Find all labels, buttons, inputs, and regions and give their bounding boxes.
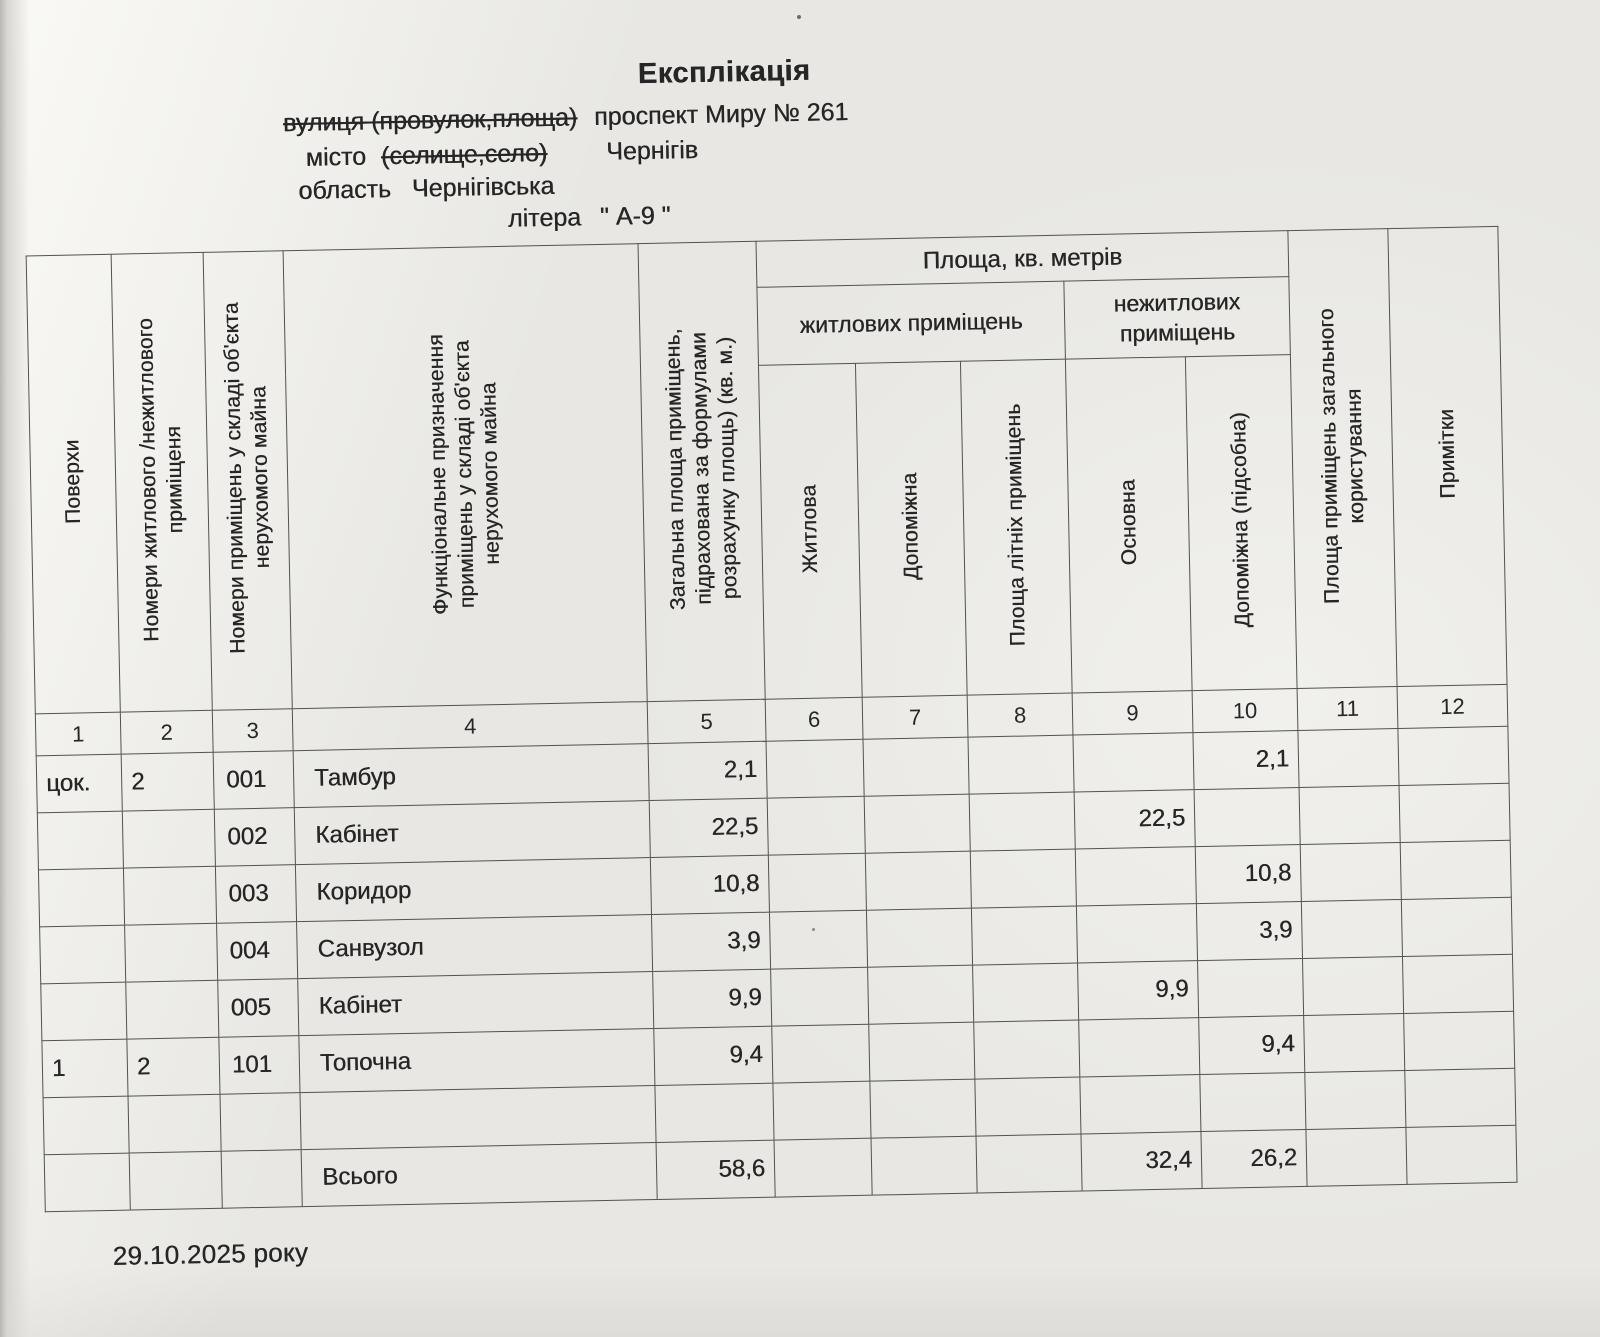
column-label: Примітки <box>1434 408 1460 500</box>
column-number: 5 <box>647 699 766 743</box>
street-line <box>283 98 849 138</box>
table-cell <box>768 853 866 912</box>
table-cell <box>864 794 970 853</box>
region-line <box>298 172 554 206</box>
table-cell: 2 <box>127 1037 220 1096</box>
table-cell: Тамбур <box>293 744 649 808</box>
table-cell: 004 <box>217 922 298 981</box>
col-header-main <box>1065 357 1192 693</box>
table-cell <box>126 980 219 1039</box>
table-cell: 003 <box>215 865 296 924</box>
table-cell <box>1080 1075 1201 1134</box>
table-cell: 001 <box>213 751 294 810</box>
column-label: Поверхи <box>60 439 86 525</box>
table-cell <box>1194 788 1300 847</box>
table-cell <box>766 739 864 798</box>
region-value: Чернігівська <box>411 171 555 203</box>
column-number: 1 <box>35 712 121 756</box>
table-cell <box>774 1138 872 1197</box>
table-cell <box>1406 1125 1517 1184</box>
group-header-area-label: Площа, кв. метрів <box>922 242 1123 274</box>
table-body <box>36 726 1517 1211</box>
region-label: область <box>298 175 392 205</box>
table-cell <box>769 910 867 969</box>
table-cell: Коридор <box>295 858 651 922</box>
column-number: 12 <box>1397 684 1508 728</box>
street-value: проспект Миру № 261 <box>593 97 849 132</box>
table-cell <box>1301 899 1402 958</box>
table-cell <box>44 1153 130 1212</box>
column-number: 8 <box>967 693 1073 737</box>
table-cell <box>38 868 124 927</box>
col-header-common-area <box>1288 229 1397 689</box>
table-cell: 26,2 <box>1201 1129 1307 1188</box>
document-date: 29.10.2025 року <box>112 1237 309 1271</box>
document-header <box>0 0 1592 256</box>
col-header-total-area <box>638 241 765 701</box>
table-cell: 58,6 <box>656 1140 775 1199</box>
col-header-function <box>283 244 647 709</box>
table-cell <box>773 1081 871 1140</box>
table-cell: 3,9 <box>651 912 770 971</box>
table-cell <box>125 923 218 982</box>
column-label: Площа літніх приміщень <box>1001 403 1030 647</box>
street-label: вулиця (провулок,площа) <box>282 103 578 138</box>
column-label: Функціональне призначення приміщень у складі об'єкта нерухомого майна <box>424 333 504 615</box>
column-number: 10 <box>1192 689 1298 733</box>
city-label-struck: (селище,село) <box>380 138 548 171</box>
table-cell <box>971 906 1077 965</box>
column-number: 7 <box>862 695 968 739</box>
table-cell <box>870 1079 976 1138</box>
table-cell <box>771 967 869 1026</box>
table-cell <box>1075 847 1196 906</box>
table-cell <box>974 1020 1080 1079</box>
column-number: 2 <box>120 710 213 754</box>
table-cell <box>1401 897 1512 956</box>
group-header-non-residential <box>1064 277 1291 360</box>
col-header-auxiliary-utility <box>1185 355 1297 691</box>
table-cell: 9,4 <box>654 1026 773 1085</box>
letter-line <box>508 202 671 234</box>
table-cell <box>1300 842 1401 901</box>
table-cell: 22,5 <box>649 798 768 857</box>
table-cell <box>866 908 972 967</box>
table-cell <box>1399 783 1510 842</box>
table-cell <box>40 925 126 984</box>
table-cell: цок. <box>36 754 122 813</box>
col-header-notes <box>1388 226 1507 686</box>
table-cell <box>868 965 974 1024</box>
col-header-auxiliary <box>855 361 967 697</box>
table-cell <box>129 1151 222 1210</box>
explication-table <box>26 226 1518 1212</box>
column-label: Загальна площа приміщень, підрахована за формулами розрахунку площь) (кв. м.) <box>660 328 742 611</box>
column-number: 6 <box>765 697 863 741</box>
table-cell <box>975 1077 1081 1136</box>
column-number: 11 <box>1297 687 1398 731</box>
table-cell <box>300 1086 656 1150</box>
col-header-living <box>758 363 862 699</box>
table-cell: 22,5 <box>1074 790 1195 849</box>
table-cell <box>871 1136 977 1195</box>
table-cell <box>969 792 1075 851</box>
table-cell: 32,4 <box>1081 1132 1202 1191</box>
group-header-residential-label: житлових приміщень <box>799 307 1023 338</box>
table-cell <box>1404 1011 1515 1070</box>
table-cell <box>1305 1070 1406 1129</box>
table-cell <box>220 1093 301 1152</box>
table-cell <box>1076 904 1197 963</box>
col-header-room-numbers <box>203 251 292 711</box>
table-cell <box>976 1134 1082 1193</box>
table-cell <box>1303 956 1404 1015</box>
table-cell <box>1073 733 1194 792</box>
table-cell <box>1198 958 1304 1017</box>
col-header-unit-numbers <box>111 252 212 712</box>
table-cell <box>970 849 1076 908</box>
table-cell: 3,9 <box>1196 901 1302 960</box>
table-cell <box>128 1094 221 1153</box>
table-cell: 2,1 <box>648 741 767 800</box>
table-cell <box>1400 840 1511 899</box>
column-label: Допоміжна <box>898 472 924 581</box>
column-label: Допоміжна (підсобна) <box>1227 412 1255 629</box>
table-cell <box>973 963 1079 1022</box>
table-cell: Санвузол <box>297 915 653 979</box>
column-number: 3 <box>212 709 293 753</box>
group-header-residential <box>757 281 1066 365</box>
table-cell: 101 <box>219 1036 300 1095</box>
city-value: Чернігів <box>605 135 699 166</box>
col-header-floors <box>26 254 120 714</box>
table-cell: 10,8 <box>1195 845 1301 904</box>
table-cell: Всього <box>301 1142 657 1206</box>
table-cell <box>221 1150 302 1209</box>
column-label: Площа приміщень загального користування <box>1314 308 1368 605</box>
table-cell <box>1403 954 1514 1013</box>
table-cell <box>767 796 865 855</box>
table-cell <box>1306 1127 1407 1186</box>
table-cell <box>37 811 123 870</box>
table-cell: 10,8 <box>650 855 769 914</box>
city-label: місто <box>305 142 367 172</box>
table-cell: 9,4 <box>1199 1015 1305 1074</box>
table-cell <box>863 737 969 796</box>
letter-label: літера <box>507 203 582 233</box>
table-cell: 9,9 <box>653 969 772 1028</box>
group-header-non-residential-label: нежитлових приміщень <box>1113 287 1241 347</box>
table-cell <box>772 1024 870 1083</box>
table-cell <box>869 1022 975 1081</box>
column-label: Номери житлового /нежитлового приміщеня <box>133 317 187 643</box>
col-header-summer-area <box>960 359 1072 695</box>
table-cell: 2 <box>121 752 214 811</box>
table-cell <box>43 1096 129 1155</box>
column-label: Номери приміщень у складі об'єкта нерухомого майна <box>219 302 274 655</box>
table-cell <box>1398 726 1509 785</box>
table-cell <box>1079 1018 1200 1077</box>
table-cell: 002 <box>214 808 295 867</box>
table-cell <box>1200 1072 1306 1131</box>
table-cell <box>1405 1068 1516 1127</box>
table-cell: 005 <box>218 979 299 1038</box>
table-cell <box>655 1083 774 1142</box>
table-header <box>26 226 1508 755</box>
table-cell <box>865 851 971 910</box>
table-cell <box>1298 729 1399 788</box>
table-cell: Кабінет <box>294 801 650 865</box>
table-cell <box>1304 1013 1405 1072</box>
table-cell <box>968 735 1074 794</box>
page-title: Експлікація <box>637 54 811 91</box>
letter-value: " А-9 " <box>599 201 671 231</box>
table-cell: Топочна <box>299 1029 655 1093</box>
column-number: 9 <box>1072 691 1193 735</box>
table-cell <box>41 982 127 1041</box>
table-cell: 2,1 <box>1193 731 1299 790</box>
table-cell <box>123 866 216 925</box>
city-line <box>305 136 698 173</box>
column-number: 4 <box>292 702 648 751</box>
table-cell <box>122 809 215 868</box>
table-cell <box>1299 786 1400 845</box>
table-cell: 1 <box>42 1039 128 1098</box>
column-label: Основна <box>1115 479 1141 566</box>
table-cell: Кабінет <box>298 972 654 1036</box>
column-label: Житлова <box>797 484 823 574</box>
table-cell: 9,9 <box>1078 961 1199 1020</box>
